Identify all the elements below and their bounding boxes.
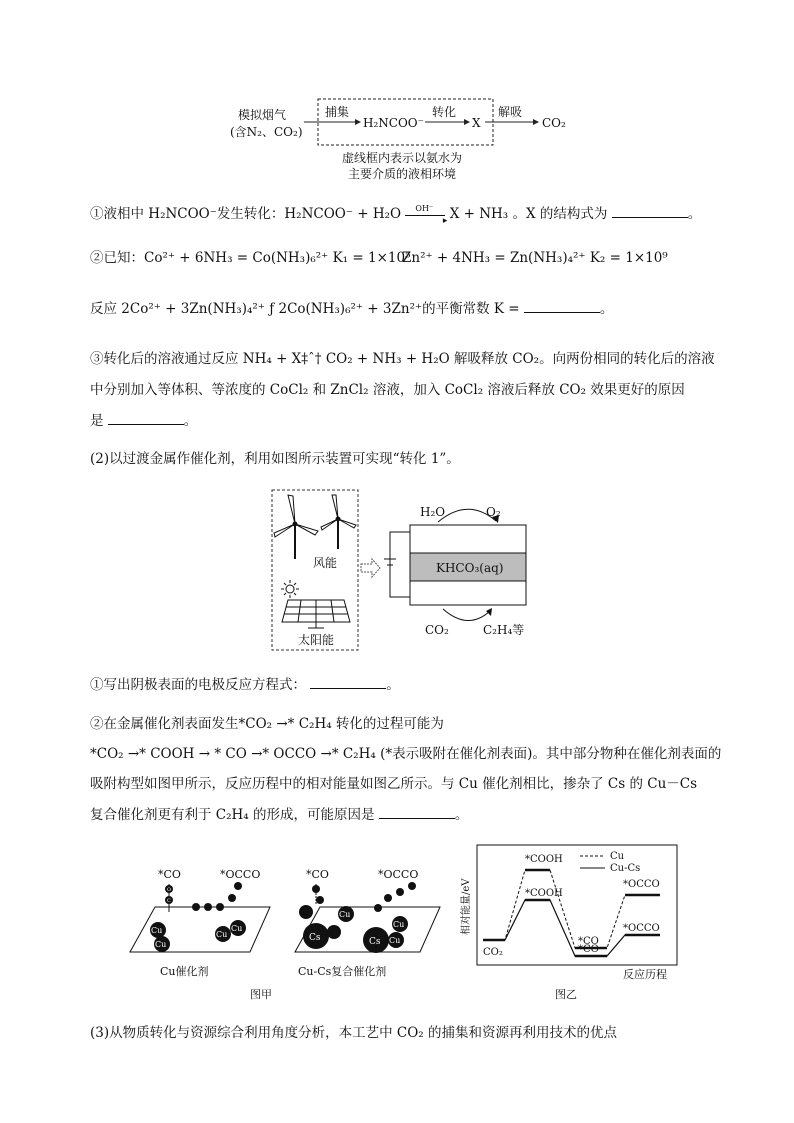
- svg-text:Cs: Cs: [369, 937, 381, 947]
- anode-input-label: H₂O: [420, 505, 446, 519]
- svg-text:C: C: [167, 898, 171, 904]
- atom-o: [312, 885, 320, 893]
- cathode-layer: [410, 581, 526, 605]
- yi-xlabel: 反应历程: [623, 968, 667, 981]
- q2-2-answer-blank[interactable]: [379, 804, 455, 819]
- q2-known-zn: Zn²⁺ + 4NH₃ = Zn(NH₃)₄²⁺ K₂ = 1×10⁹: [402, 250, 668, 266]
- flow-step-convert: 转化: [432, 105, 457, 119]
- q1-arrow-label: OH⁻: [415, 203, 434, 213]
- q3-answer-blank[interactable]: [108, 410, 184, 425]
- wind-energy-label: 风能: [313, 556, 338, 570]
- cathode-output-label: C₂H₄等: [483, 623, 525, 637]
- energy-source-box: [272, 490, 358, 650]
- atom-o: [228, 894, 236, 902]
- figure-jia-caption: 图甲: [250, 988, 272, 1001]
- question-1-1: ①液相中 H₂NCOO⁻发生转化：H₂NCOO⁻ + H₂O OH⁻ ▸ X + NH₃ 。X 的结构式为 。: [90, 203, 701, 224]
- q2-answer-blank[interactable]: [524, 298, 600, 313]
- q1-arrow: OH⁻ ▸: [405, 209, 445, 221]
- question-2-2-line4: 复合催化剂更有利于 C₂H₄ 的形成，可能原因是 。: [90, 804, 468, 825]
- flow-note-line2: 主要介质的液相环境: [348, 167, 457, 181]
- figure-yi-energy-profile: [455, 840, 685, 1005]
- yi-legend-cu: Cu: [610, 851, 625, 862]
- q2-reaction: 反应 2Co²⁺ + 3Zn(NH₃)₄²⁺ ƒ 2Co(NH₃)₆²⁺ + 3Zn²⁺的平衡常数 K =: [90, 301, 520, 317]
- yi-legend-cucs: Cu-Cs: [610, 863, 641, 874]
- question-2-2-line2: *CO₂ →* COOH → * CO →* OCCO →* C₂H₄ (*表示吸附在催化剂表面)。其中部分物种在催化剂表面的: [90, 746, 722, 762]
- capture-flow-diagram: [220, 94, 580, 184]
- sun-icon: [281, 580, 299, 598]
- atom-cu: [299, 905, 313, 919]
- q1-text-b: X + NH₃ 。X 的结构式为: [449, 206, 608, 222]
- cathode-reaction-arrow: [443, 609, 490, 621]
- q1-text-a: ①液相中 H₂NCOO⁻发生转化：H₂NCOO⁻ + H₂O: [90, 206, 402, 222]
- yi-label-co-cucs: *CO: [578, 944, 599, 955]
- q2-1-answer-blank[interactable]: [310, 674, 386, 689]
- electrolysis-figure: [268, 487, 548, 652]
- question-1-2-reaction: 反应 2Co²⁺ + 3Zn(NH₃)₄²⁺ ƒ 2Co(NH₃)₆²⁺ + 3Zn²⁺的平衡常数 K = 。: [90, 298, 613, 319]
- yi-label-occo-cu: *OCCO: [623, 879, 660, 890]
- flow-arrowhead-3: [533, 119, 539, 125]
- co-label-cu: *CO: [158, 868, 181, 881]
- anode-output-label: O₂: [486, 505, 501, 519]
- flow-source-line2: (含N₂、CO₂): [230, 125, 303, 139]
- cathode-input-label: CO₂: [425, 623, 449, 637]
- atom-c: [384, 894, 392, 902]
- svg-text:Cu: Cu: [339, 910, 351, 919]
- yi-label-cooh-cucs: *COOH: [525, 888, 563, 899]
- atom-cu: [327, 925, 341, 939]
- question-2-1: ①写出阴极表面的电极反应方程式： 。: [90, 674, 400, 695]
- svg-text:Cu: Cu: [216, 930, 228, 939]
- question-2-2-line3: 吸附构型如图甲所示，反应历程中的相对能量如图乙所示。与 Cu 催化剂相比，掺杂了 Cs 的 Cu－Cs: [90, 776, 698, 792]
- yi-label-cooh-cu: *COOH: [525, 854, 563, 865]
- svg-text:Cs: Cs: [309, 933, 321, 943]
- question-1-2-known-zn: [402, 248, 668, 268]
- q2-known-co: ②已知：Co²⁺ + 6NH₃ = Co(NH₃)₆²⁺ K₁ = 1×10⁵: [90, 250, 411, 266]
- electrolyte-label: KHCO₃(aq): [436, 561, 504, 575]
- atom-o: [192, 903, 200, 911]
- flow-arrowhead-1: [355, 119, 361, 125]
- question-1-2-known: [90, 248, 410, 268]
- energy-flow-arrow: [361, 559, 380, 577]
- atom-o: [234, 882, 242, 890]
- solar-energy-label: 太阳能: [298, 633, 335, 647]
- q1-answer-blank[interactable]: [612, 203, 688, 218]
- co-label-cucs: *CO: [306, 868, 329, 881]
- flow-arrowhead-2: [464, 119, 470, 125]
- flow-product-x: X: [472, 116, 481, 130]
- yi-label-co-cu: *CO: [578, 936, 599, 947]
- occo-label-cu: *OCCO: [220, 868, 261, 881]
- question-1-3-line3: 是 。: [90, 410, 197, 431]
- atom-c: [204, 903, 212, 911]
- atom-c: [216, 903, 224, 911]
- yi-ylabel: 相对能量/eV: [461, 878, 472, 935]
- yi-label-co2: CO₂: [483, 947, 503, 958]
- flow-step-capture: 捕集: [325, 105, 350, 119]
- occo-label-cucs: *OCCO: [378, 868, 419, 881]
- question-1-3-line1: ③转化后的溶液通过反应 NH₄ + X‡ˆ† CO₂ + NH₃ + H₂O 解吸释放 CO₂。向两份相同的转化后的溶液: [90, 351, 715, 367]
- svg-text:Cu: Cu: [231, 924, 243, 933]
- figure-jia-adsorption: [120, 862, 460, 1007]
- flow-intermediate: H₂NCOO⁻: [363, 116, 424, 130]
- atom-o: [374, 904, 382, 912]
- svg-text:Cu: Cu: [155, 940, 167, 949]
- svg-text:Cu: Cu: [393, 920, 405, 929]
- flow-source-line1: 模拟烟气: [238, 108, 287, 122]
- part-3-question: (3)从物质转化与资源综合利用角度分析，本工艺中 CO₂ 的捕集和资源再利用技术的优点: [90, 1025, 618, 1041]
- flow-final-co2: CO₂: [542, 116, 566, 130]
- yi-label-occo-cucs: *OCCO: [623, 923, 660, 934]
- figure-yi-caption: 图乙: [555, 988, 577, 1001]
- question-1-3-line2: 中分别加入等体积、等浓度的 CoCl₂ 和 ZnCl₂ 溶液，加入 CoCl₂ 溶液后释放 CO₂ 效果更好的原因: [90, 382, 685, 398]
- svg-text:Cu: Cu: [389, 936, 401, 945]
- flow-step-desorb: 解吸: [498, 105, 523, 119]
- wind-turbine-icon: [321, 495, 356, 549]
- part-2-intro: (2)以过渡金属作催化剂，利用如图所示装置可实现“转化 1”。: [90, 451, 460, 467]
- atom-c: [396, 888, 404, 896]
- flow-note-line1: 虚线框内表示以氨水为: [342, 151, 463, 165]
- atom-c: [316, 896, 324, 904]
- atom-o: [408, 882, 416, 890]
- anode-layer: [410, 525, 526, 553]
- question-2-2-line1: ②在金属催化剂表面发生*CO₂ →* C₂H₄ 转化的过程可能为: [90, 716, 444, 732]
- cucs-catalyst-caption: Cu-Cs复合催化剂: [298, 965, 387, 978]
- svg-text:Cu: Cu: [151, 926, 163, 935]
- solar-panel-icon: [282, 600, 350, 628]
- wind-turbine-icon: [274, 495, 318, 559]
- cu-catalyst-caption: Cu催化剂: [160, 965, 209, 978]
- svg-text:O: O: [167, 887, 172, 893]
